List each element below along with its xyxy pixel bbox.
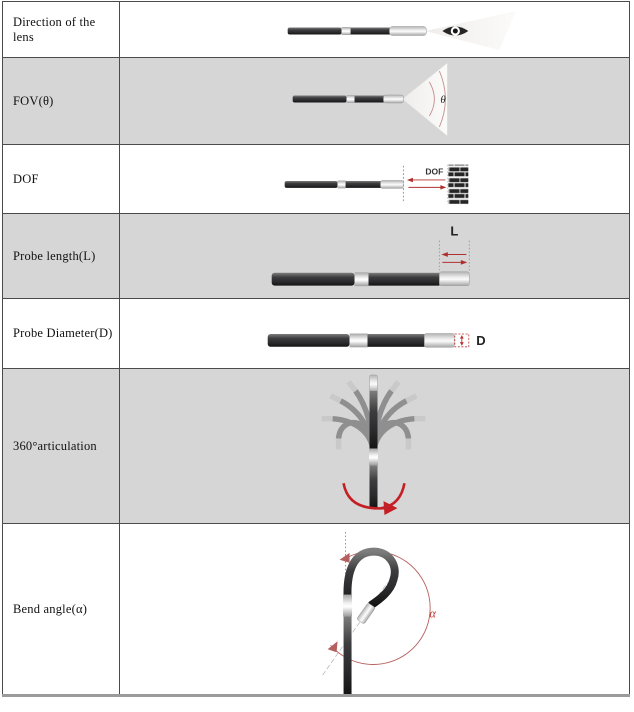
row-label-cell: [3, 299, 120, 368]
table-row: [3, 299, 629, 369]
table-row: [3, 524, 629, 695]
figure-cell: [120, 58, 629, 144]
figure-cell: [120, 299, 629, 368]
table-row: [3, 2, 629, 58]
figure-cell: [120, 214, 629, 298]
table-row: [3, 58, 629, 145]
bent-probe: [343, 552, 395, 694]
diameter-label: D: [476, 332, 486, 348]
row-label: DOF: [13, 171, 39, 186]
row-label-cell: [3, 58, 120, 144]
figure-cell: [120, 369, 629, 523]
row-label: Probe Diameter(D): [13, 326, 113, 340]
row-label: FOV(θ): [13, 93, 54, 108]
bend-angle-figure: [120, 524, 629, 694]
alpha-label: α: [429, 606, 436, 621]
table-row: [3, 214, 629, 299]
probe-diameter-figure: [120, 299, 629, 368]
brick-wall-icon: [448, 165, 468, 204]
dof-figure: [120, 145, 629, 213]
row-label-cell: [3, 2, 120, 57]
row-label-cell: [3, 524, 120, 694]
probe-length-figure: [120, 214, 629, 298]
bend-angle-arc: [328, 551, 431, 664]
row-label-cell: [3, 369, 120, 523]
row-label: Probe length(L): [13, 248, 96, 263]
length-arrows: [441, 252, 467, 265]
row-label-cell: [3, 214, 120, 298]
spec-table: [2, 1, 630, 695]
dof-arrows: [407, 178, 446, 190]
row-label-cell: [3, 145, 120, 213]
probe-illustration: [272, 272, 470, 286]
row-label: 360°articulation: [13, 438, 97, 453]
row-label: Bend angle(α): [13, 601, 88, 616]
probe-illustration: [293, 95, 404, 103]
probe-illustration: [268, 334, 455, 348]
fov-figure: [120, 58, 629, 144]
dof-label: DOF: [425, 166, 444, 177]
view-cone: [425, 11, 516, 50]
articulation-figure: [120, 369, 629, 523]
figure-cell: [120, 145, 629, 213]
table-row: [3, 369, 629, 524]
row-label: Direction of the lens: [13, 14, 96, 44]
probe-illustration: [288, 27, 427, 36]
length-label: L: [450, 223, 459, 239]
table-row: [3, 145, 629, 214]
articulation-probe: [369, 375, 378, 508]
figure-cell: [120, 524, 629, 694]
theta-label: θ: [440, 93, 446, 107]
probe-illustration: [285, 180, 404, 188]
table-bottom-border: [2, 694, 630, 697]
lens-direction-figure: [120, 2, 629, 57]
figure-cell: [120, 2, 629, 57]
